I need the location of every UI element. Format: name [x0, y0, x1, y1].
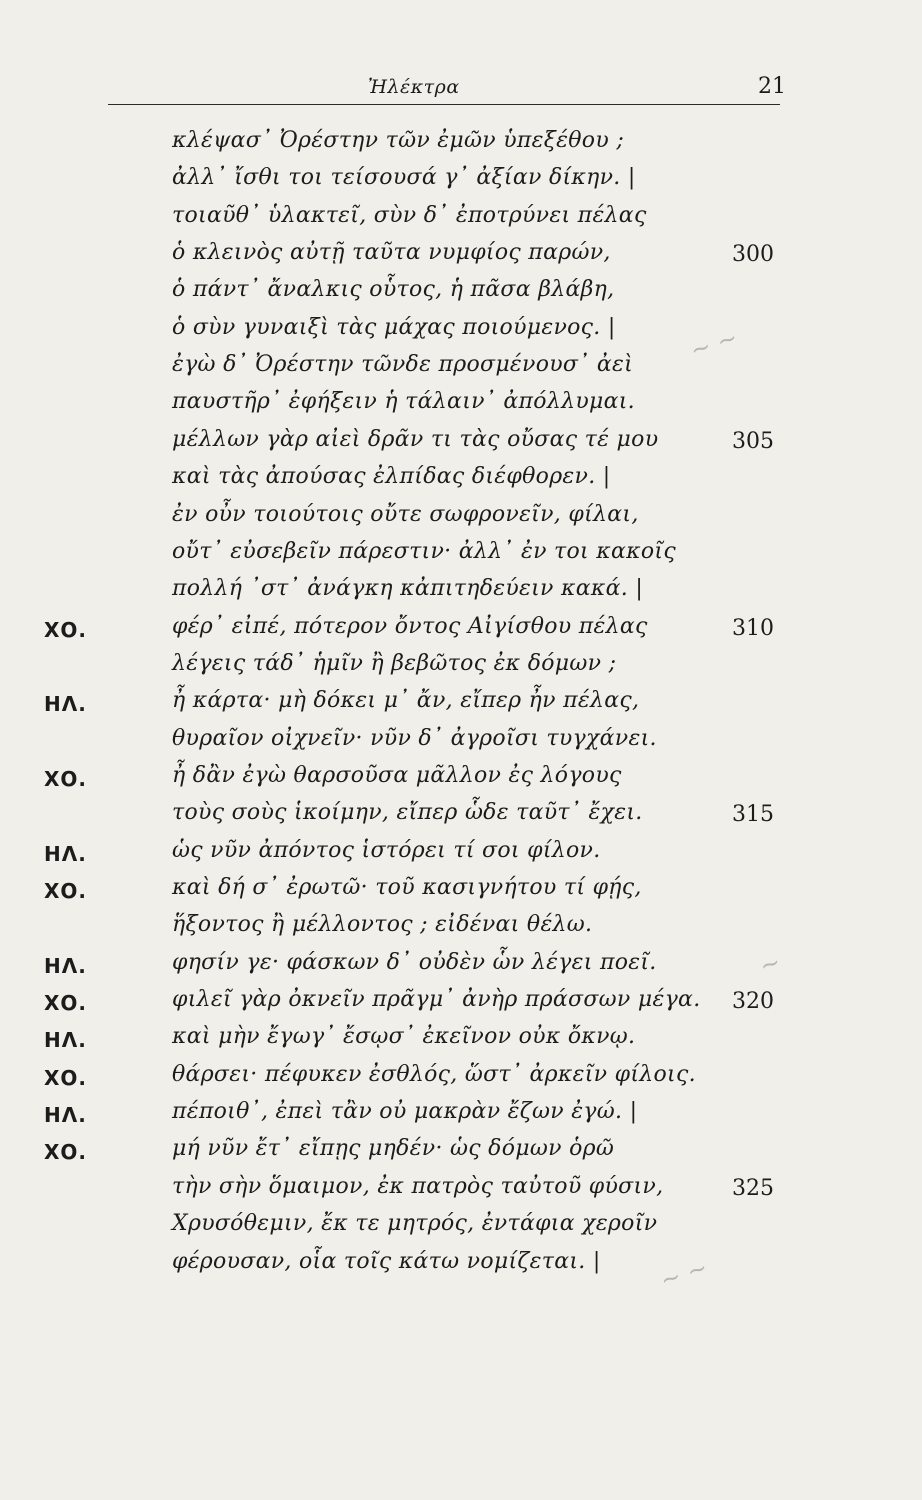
- verse-line: [0, 947, 922, 986]
- verse-line: [0, 1136, 922, 1172]
- verse-line: [0, 502, 922, 538]
- verse-line: [0, 203, 922, 239]
- speaker-label: ΧΟ.: [44, 617, 88, 642]
- verse-text-line: φέρ᾽ εἰπέ, πότερον ὄντος Αἰγίσθου πέλας: [172, 613, 648, 639]
- verse-text-line: ἥξοντος ἢ μέλλοντος ; εἰδέναι θέλω.: [172, 912, 593, 938]
- verse-text-line: ἦ κάρτα· μὴ δόκει μ᾽ ἄν, εἴπερ ἦν πέλας,: [172, 688, 640, 714]
- verse-line: [0, 1062, 922, 1098]
- speaker-label: ΗΛ.: [44, 953, 87, 978]
- pencil-annotation: ~: [756, 947, 784, 981]
- verse-line: [0, 912, 922, 948]
- speaker-label: ΗΛ.: [44, 841, 87, 866]
- verse-text-line: παυστῆρ᾽ ἐφήξειν ἡ τάλαιν᾽ ἀπόλλυμαι.: [172, 389, 635, 415]
- line-number: 305: [732, 428, 774, 454]
- verse-line: [0, 389, 922, 425]
- verse-line: [0, 987, 922, 1023]
- verse-text-line: φιλεῖ γὰρ ὀκνεῖν πρᾶγμ᾽ ἀνὴρ πράσσων μέγα.: [172, 987, 701, 1013]
- verse-line: [0, 1024, 922, 1060]
- verse-text-line: ἀλλ᾽ ἴσθι τοι τείσουσά γ᾽ ἀξίαν δίκην. |: [172, 165, 636, 191]
- verse-line: [0, 315, 922, 351]
- verse-text-line: φέρουσαν, οἷα τοῖς κάτω νομίζεται. |: [172, 1248, 601, 1274]
- verse-text-line: ἐν οὖν τοιούτοις οὔτε σωφρονεῖν, φίλαι,: [172, 501, 639, 527]
- verse-text-line: πολλή ᾽στ᾽ ἀνάγκη κἀπιτηδεύειν κακά. |: [172, 576, 644, 602]
- verse-text-line: τὴν σὴν ὅμαιμον, ἐκ πατρὸς ταὐτοῦ φύσιν,: [172, 1173, 664, 1199]
- header-rule: [108, 104, 780, 105]
- verse-text-line: πέποιθ᾽, ἐπεὶ τἂν οὐ μακρὰν ἔζων ἐγώ. |: [172, 1099, 638, 1125]
- verse-line: [0, 427, 922, 463]
- verse-text-line: ὁ πάντ᾽ ἄναλκις οὗτος, ἡ πᾶσα βλάβη,: [172, 277, 615, 303]
- speaker-label: ΧΟ.: [44, 879, 88, 903]
- verse-text-line: μή νῦν ἔτ᾽ εἴπῃς μηδέν· ὡς δόμων ὁρῶ: [172, 1136, 615, 1162]
- verse-text-line: οὔτ᾽ εὐσεβεῖν πάρεστιν· ἀλλ᾽ ἐν τοι κακοῖς: [172, 538, 676, 564]
- speaker-label: ΧΟ.: [44, 766, 88, 791]
- verse-text-line: τοιαῦθ᾽ ὑλακτεῖ, σὺν δ᾽ ἐποτρύνει πέλας: [172, 202, 647, 228]
- line-number: 320: [732, 989, 774, 1015]
- verse-text-line: ἐγὼ δ᾽ Ὀρέστην τῶνδε προσμένουσ᾽ ἀεὶ: [172, 352, 634, 378]
- verse-line: [0, 763, 922, 799]
- verse-text-line: λέγεις τάδ᾽ ἡμῖν ἢ βεβῶτος ἐκ δόμων ;: [172, 650, 617, 676]
- verse-text-line: ὡς νῦν ἀπόντος ἱστόρει τί σοι φίλον.: [172, 837, 601, 863]
- running-title: Ἠλέκτρα: [368, 76, 460, 98]
- speaker-label: ΗΛ.: [44, 692, 87, 717]
- page-number: 21: [758, 74, 786, 99]
- speaker-label: ΗΛ.: [44, 1028, 87, 1053]
- verse-line: [0, 875, 922, 911]
- verse-line: [0, 1099, 922, 1135]
- verse-text-line: φησίν γε· φάσκων δ᾽ οὐδὲν ὧν λέγει ποεῖ.: [172, 949, 657, 975]
- speaker-label: ΧΟ.: [44, 1140, 88, 1165]
- verse-text-line: κλέψασ᾽ Ὀρέστην τῶν ἐμῶν ὑπεξέθου ;: [172, 128, 625, 153]
- line-number: 300: [732, 242, 774, 268]
- verse-line: [0, 539, 922, 575]
- line-number: 325: [732, 1175, 774, 1201]
- verse-line: [0, 688, 922, 724]
- verse-text-line: θυραῖον οἰχνεῖν· νῦν δ᾽ ἀγροῖσι τυγχάνει.: [172, 725, 657, 751]
- verse-text-line: ἦ δἂν ἐγὼ θαρσοῦσα μᾶλλον ἐς λόγους: [172, 762, 622, 788]
- verse-line: [0, 240, 922, 276]
- verse-text-line: Χρυσόθεμιν, ἔκ τε μητρός, ἐντάφια χεροῖν: [172, 1211, 658, 1237]
- verse-line: [0, 165, 922, 201]
- verse-line: [0, 1211, 922, 1247]
- pencil-annotation: ~ ~: [656, 1253, 712, 1295]
- verse-line: [0, 1249, 922, 1285]
- line-number: 315: [732, 802, 774, 828]
- verse-text-line: μέλλων γὰρ αἰεὶ δρᾶν τι τὰς οὔσας τέ μου: [172, 426, 659, 452]
- line-number: 310: [732, 615, 774, 641]
- verse-line: [0, 464, 922, 500]
- verse-line: [0, 651, 922, 687]
- verse-text-line: θάρσει· πέφυκεν ἐσθλός, ὥστ᾽ ἀρκεῖν φίλοις.: [172, 1061, 696, 1087]
- speaker-label: ΗΛ.: [44, 1103, 87, 1128]
- verse-line: [0, 614, 922, 650]
- pencil-annotation: ~ ~: [686, 323, 742, 365]
- verse-text-line: καὶ δή σ᾽ ἐρωτῶ· τοῦ κασιγνήτου τί φῄς,: [172, 875, 642, 900]
- verse-line: [0, 352, 922, 388]
- verse-text-line: καὶ τὰς ἀπούσας ἐλπίδας διέφθορεν. |: [172, 464, 611, 490]
- verse-line: [0, 576, 922, 612]
- verse-line: [0, 726, 922, 762]
- verse-line: [0, 838, 922, 874]
- speaker-label: ΧΟ.: [44, 1065, 88, 1090]
- verse-text-line: ὁ κλεινὸς αὐτῇ ταῦτα νυμφίος παρών,: [172, 240, 611, 266]
- verse-text-line: τοὺς σοὺς ἱκοίμην, εἴπερ ὧδε ταῦτ᾽ ἔχει.: [172, 800, 643, 826]
- speaker-label: ΧΟ.: [44, 991, 88, 1016]
- verse-text-line: ὁ σὺν γυναιξὶ τὰς μάχας ποιούμενος. |: [172, 314, 616, 340]
- verse-text-line: καὶ μὴν ἔγωγ᾽ ἔσῳσ᾽ ἐκεῖνον οὐκ ὄκνῳ.: [172, 1024, 636, 1050]
- verse-line: [0, 128, 922, 164]
- verse-line: [0, 1174, 922, 1210]
- verse-line: [0, 800, 922, 836]
- verse-line: [0, 277, 922, 313]
